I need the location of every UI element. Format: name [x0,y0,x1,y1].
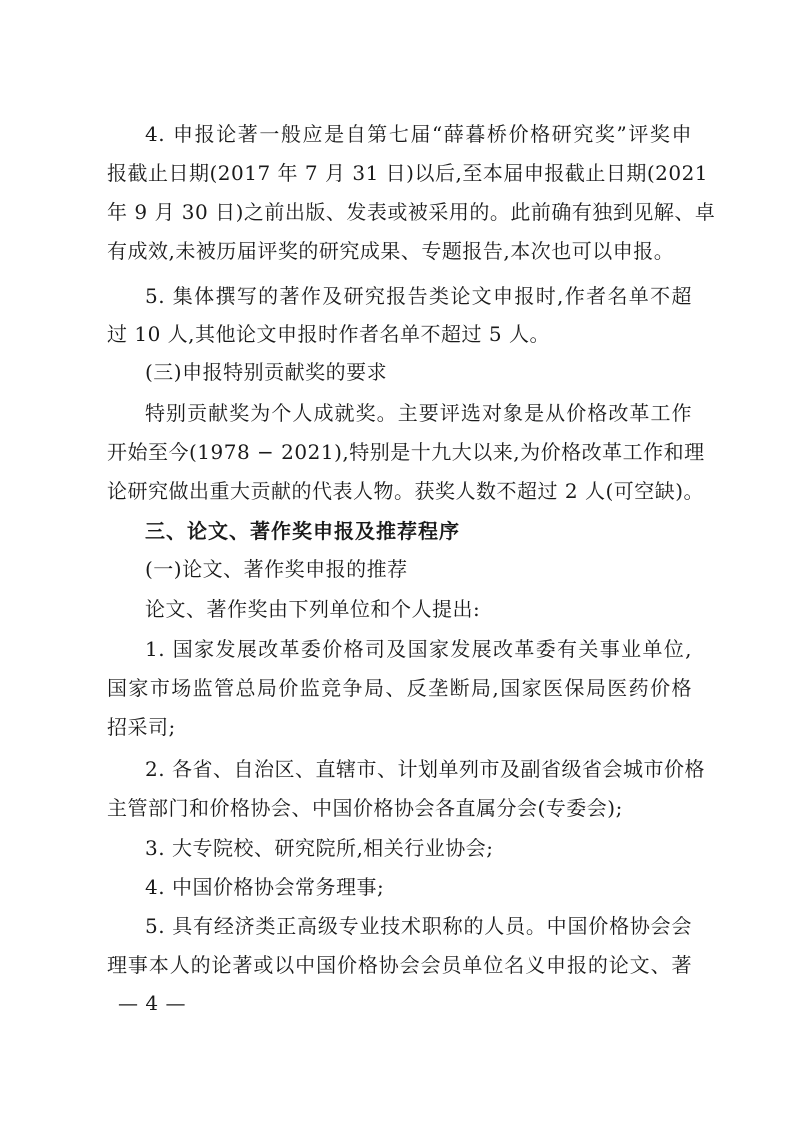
paragraph-line: 有成效,未被历届评奖的研究成果、专题报告,本次也可以申报。 [107,239,675,263]
paragraph-line: 特别贡献奖为个人成就奖。主要评选对象是从价格改革工作 [145,401,692,425]
page-number: — 4 — [118,991,186,1015]
paragraph-line: 开始至今(1978 − 2021),特别是十九大以来,为价格改革工作和理 [107,440,705,464]
paragraph-line: 报截止日期(2017 年 7 月 31 日)以后,至本届申报截止日期(2021 [107,161,709,185]
paragraph-line: 年 9 月 30 日)之前出版、发表或被采用的。此前确有独到见解、卓 [107,200,716,224]
list-item-line: 2. 各省、自治区、直辖市、计划单列市及副省级省会城市价格 [145,757,705,781]
list-item-line: 理事本人的论著或以中国价格协会会员单位名义申报的论文、著 [107,953,692,977]
list-item-line: 1. 国家发展改革委价格司及国家发展改革委有关事业单位, [145,637,692,661]
list-item-line: 主管部门和价格协会、中国价格协会各直属分会(专委会); [107,796,623,820]
section-subheading: (三)申报特别贡献奖的要求 [145,360,388,384]
list-item-line: 5. 具有经济类正高级专业技术职称的人员。中国价格协会会 [145,914,692,938]
paragraph-line: 4. 申报论著一般应是自第七届“薛暮桥价格研究奖”评奖申 [145,122,692,146]
paragraph-line: 论文、著作奖由下列单位和个人提出: [145,597,481,621]
section-subheading: (一)论文、著作奖申报的推荐 [145,557,408,581]
paragraph-line: 论研究做出重大贡献的代表人物。获奖人数不超过 2 人(可空缺)。 [107,479,705,503]
list-item-line: 招采司; [107,715,176,739]
list-item-line: 4. 中国价格协会常务理事; [145,875,385,899]
list-item-line: 国家市场监管总局价监竞争局、反垄断局,国家医保局医药价格 [107,676,692,700]
section-heading: 三、论文、著作奖申报及推荐程序 [145,519,460,543]
paragraph-line: 5. 集体撰写的著作及研究报告类论文申报时,作者名单不超 [145,284,692,308]
paragraph-line: 过 10 人,其他论文申报时作者名单不超过 5 人。 [107,322,550,346]
list-item-line: 3. 大专院校、研究院所,相关行业协会; [145,836,494,860]
